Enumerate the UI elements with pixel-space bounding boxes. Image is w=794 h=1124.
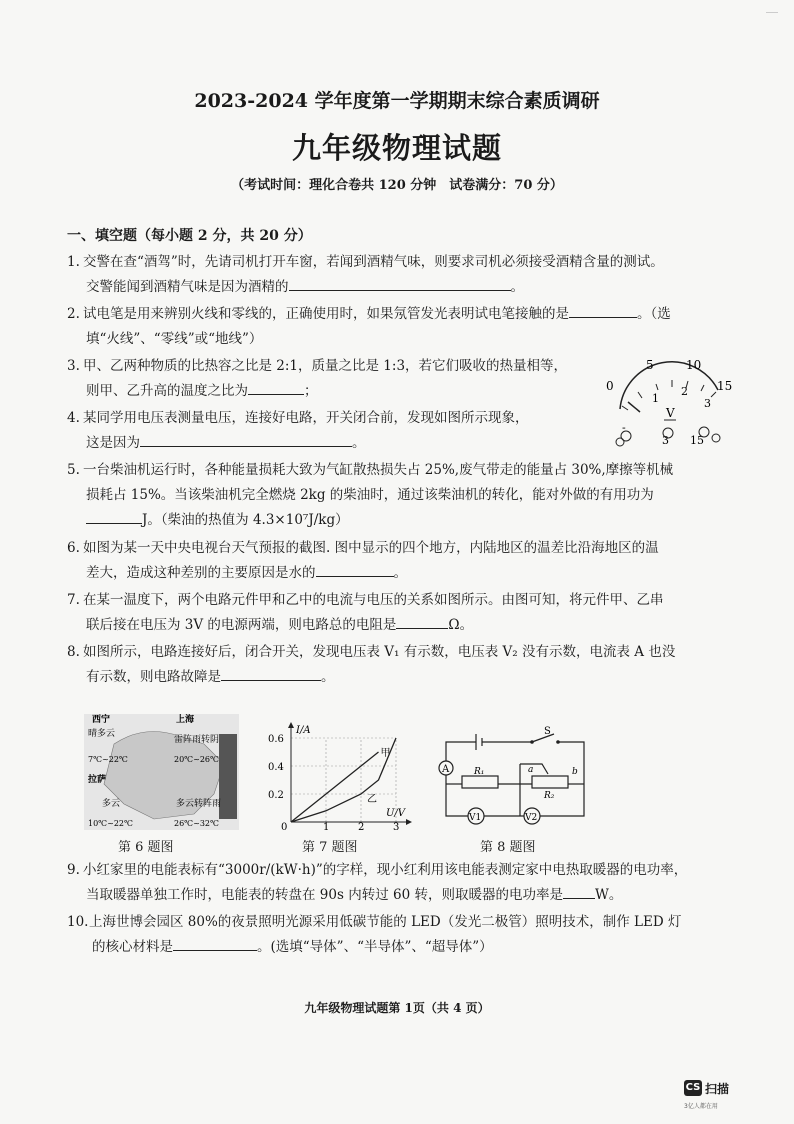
voltmeter-1-label: V1: [469, 813, 482, 823]
city-weather: 多云转阵雨: [176, 799, 222, 809]
question-5: 5. 一台柴油机运行时，各种能量损耗大致为气缸散热损失占 25%,废气带走的能量占 30%,摩擦等机械 损耗占 15%。当该柴油机完全燃烧 2kg 的柴油时，通过该柴油机的转化，能对外做的有用功为 J。（柴油的热值为 4.3×10⁷J/kg）: [67, 458, 673, 533]
city-temp: 20℃~26℃: [174, 755, 219, 764]
camscanner-text: 扫描: [705, 1082, 730, 1096]
city-name: 上海: [176, 715, 195, 725]
ammeter-label: A: [442, 764, 450, 775]
page-footer: 九年级物理试题第 1页（共 4 页）: [304, 1001, 490, 1015]
y-tick-label: 0.2: [268, 790, 284, 801]
question-number: 6.: [67, 540, 80, 556]
city-temp: 7℃~22℃: [88, 755, 128, 764]
city-name: 西宁: [92, 715, 111, 725]
exam-title-main: 九年级物理试题: [291, 131, 502, 165]
circuit-figure: [434, 724, 594, 828]
city-weather: 雷阵雨转阴: [174, 735, 220, 745]
scale-label: 10: [686, 358, 702, 372]
weather-map-figure: [84, 714, 239, 830]
y-tick-label: 0.4: [268, 762, 284, 773]
section-heading: 一、填空题（每小题 2 分，共 20 分）: [67, 228, 312, 244]
camscanner-logo: CS: [684, 1080, 702, 1096]
terminal-label: b: [572, 767, 578, 777]
switch-label: S: [544, 726, 551, 737]
voltmeter-figure: [600, 354, 733, 450]
scale-label: 0: [606, 379, 614, 393]
answer-blank[interactable]: [316, 562, 394, 577]
question-number: 2.: [67, 306, 80, 322]
question-1: 1. 交警在查“酒驾”时，先请司机打开车窗，若闻到酒精气味，则要求司机必须接受酒精含量的测试。 交警能闻到酒精气味是因为酒精的 。: [67, 250, 664, 300]
city-name: 拉萨: [88, 775, 107, 785]
scale-label: 1: [652, 392, 659, 405]
question-number: 8.: [67, 644, 80, 660]
x-tick-label: 1: [323, 822, 330, 833]
question-number: 5.: [67, 462, 80, 478]
question-8: 8. 如图所示，电路连接好后，闭合开关，发现电压表 V₁ 有示数，电压表 V₂ 没有示数，电流表 A 也没 有示数，则电路故障是 。: [67, 640, 675, 690]
needle: [628, 402, 640, 412]
question-4: 4. 某同学用电压表测量电压，连接好电路，开关闭合前，发现如图所示现象， 这是因为 。: [67, 406, 529, 456]
question-number: 7.: [67, 592, 80, 608]
series-label: 甲: [380, 748, 391, 759]
question-9: 9. 小红家里的电能表标有“3000r/(kW·h)”的字样，现小红利用该电能表测定家中电热取暖器的电功率， 当取暖器单独工作时，电能表的转盘在 90s 内转过 60 转，则取暖器的电功率是 W。: [67, 858, 687, 908]
question-2: 2. 试电笔是用来辨别火线和零线的，正确使用时，如果氖管发光表明试电笔接触的是 。（选 填“火线”、“零线”或“地线”）: [67, 302, 671, 352]
exam-subtitle: （考试时间：理化合卷共 120 分钟 试卷满分：70 分）: [231, 178, 563, 193]
answer-blank[interactable]: [221, 666, 321, 681]
x-tick-label: 0: [281, 822, 288, 833]
answer-blank[interactable]: [563, 884, 595, 899]
scale-label: 3: [704, 397, 711, 410]
answer-blank[interactable]: [569, 303, 637, 318]
voltmeter-2-label: V2: [525, 813, 538, 823]
figure-8-caption: 第 8 题图: [480, 840, 536, 855]
y-tick-label: 0.6: [268, 734, 284, 745]
question-6: 6. 如图为某一天中央电视台天气预报的截图. 图中显示的四个地方，内陆地区的温差比沿海地区的温 差大，造成这种差别的主要原因是水的 。: [67, 536, 659, 586]
answer-blank[interactable]: [289, 276, 511, 291]
terminal-label: a: [528, 765, 534, 775]
question-7: 7. 在某一温度下，两个电路元件甲和乙中的电流与电压的关系如图所示。由图可知，将元件甲、乙串 联后接在电压为 3V 的电源两端，则电路总的电阻是 Ω。: [67, 588, 664, 638]
figure-7-caption: 第 7 题图: [302, 840, 358, 855]
question-10: 10.上海世博会园区 80%的夜景照明光源采用低碳节能的 LED（发光二极管）照明技术，制作 LED 灯 的核心材料是 。(选填“导体”、“半导体”、“超导体”）: [67, 910, 681, 960]
scale-label: 5: [646, 358, 654, 372]
terminal-label: 15: [690, 434, 704, 447]
rheostat-label: R₂: [544, 791, 555, 801]
answer-blank[interactable]: [140, 432, 352, 447]
terminal-label: -: [622, 421, 626, 434]
answer-blank[interactable]: [248, 380, 304, 395]
exam-title-line1: 2023-2024 学年度第一学期期末综合素质调研: [194, 90, 600, 112]
question-number: 1.: [67, 254, 80, 270]
figure-6-caption: 第 6 题图: [118, 840, 174, 855]
scale-label: 2: [681, 385, 688, 398]
iv-chart: [266, 722, 416, 832]
answer-blank[interactable]: [86, 509, 142, 524]
city-temp: 10℃~22℃: [88, 819, 133, 828]
question-number: 9.: [67, 862, 80, 878]
question-3: 3. 甲、乙两种物质的比热容之比是 2:1，质量之比是 1:3，若它们吸收的热量相等， 则甲、乙升高的温度之比为 ；: [67, 354, 567, 404]
terminal-label: 3: [662, 434, 669, 447]
series-label: 乙: [367, 794, 377, 805]
x-tick-label: 2: [358, 822, 365, 833]
series-line-jia: [291, 752, 379, 822]
camscanner-subtext: 3亿人都在用: [684, 1103, 718, 1110]
y-axis-label: I/A: [296, 725, 311, 736]
city-temp: 26℃~32℃: [174, 819, 219, 828]
corner-scan-mark: [766, 4, 778, 13]
unit-label: V: [666, 406, 675, 420]
question-number: 4.: [67, 410, 80, 426]
city-weather: 多云: [102, 799, 121, 809]
x-axis-label: U/V: [386, 808, 406, 819]
scale-label: 15: [717, 379, 733, 393]
answer-blank[interactable]: [173, 936, 257, 951]
question-text: 交警在查“酒驾”时，先请司机打开车窗，若闻到酒精气味，则要求司机必须接受酒精含量的测试。: [83, 254, 664, 270]
question-number: 10.: [67, 914, 89, 930]
resistor-label: R₁: [474, 767, 485, 777]
city-weather: 晴多云: [88, 729, 116, 739]
x-tick-label: 3: [393, 822, 400, 833]
answer-blank[interactable]: [396, 614, 448, 629]
question-number: 3.: [67, 358, 80, 374]
